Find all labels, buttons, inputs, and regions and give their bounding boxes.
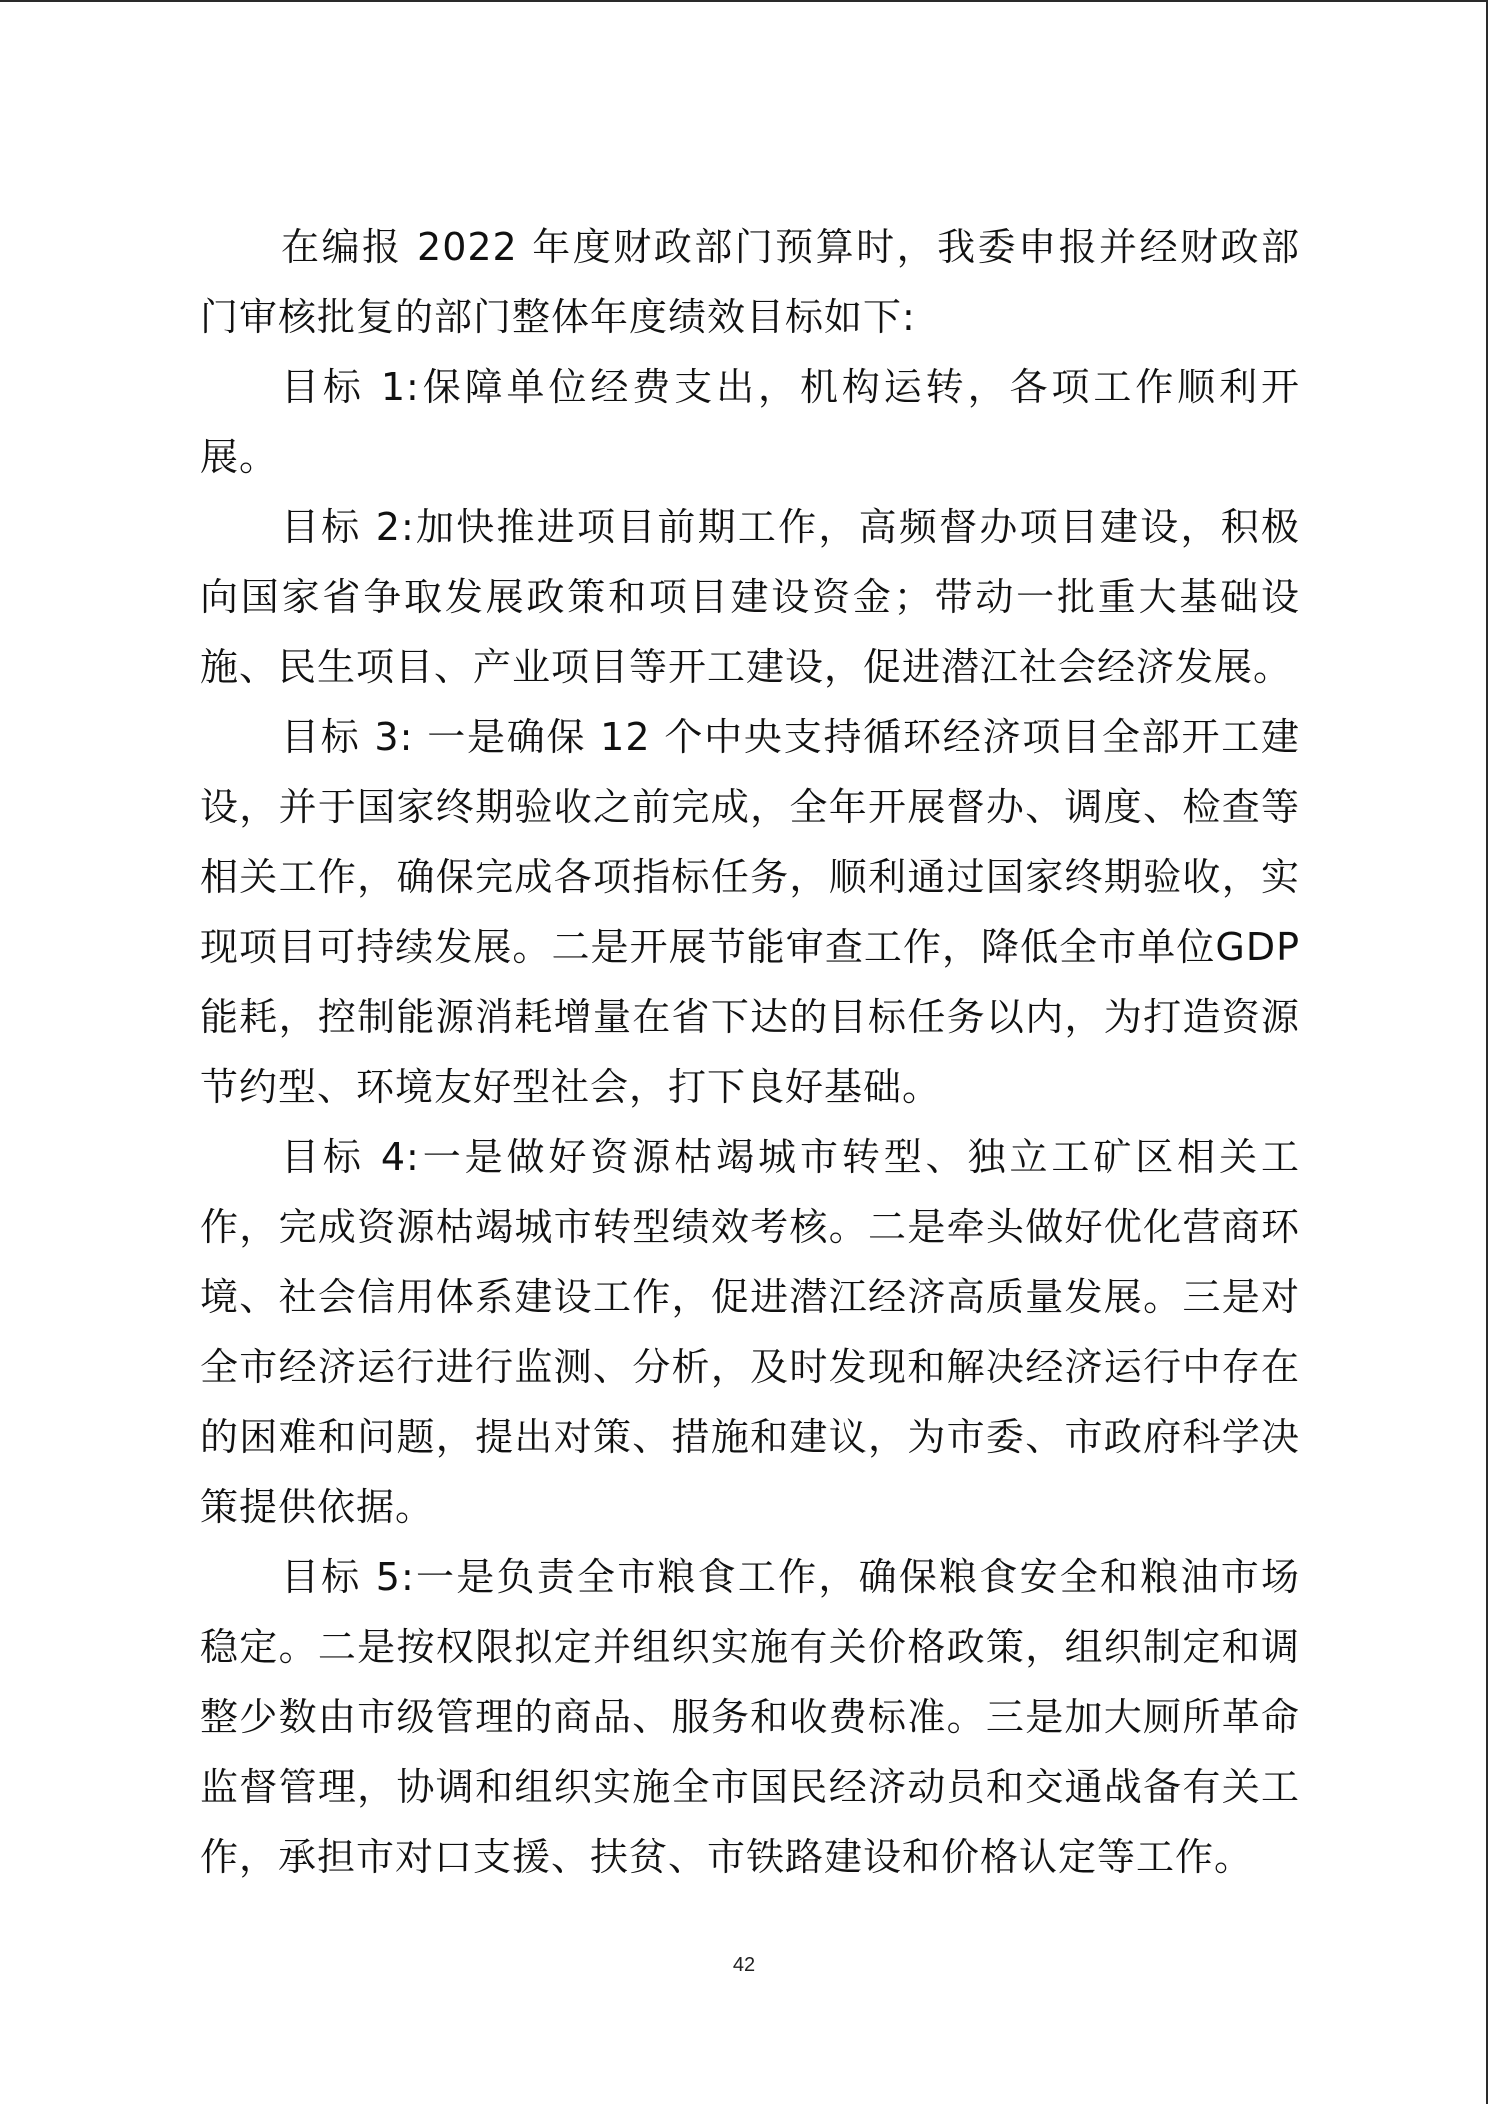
document-body — [200, 212, 1300, 1892]
goal-2-paragraph: 目标 2:加快推进项目前期工作，高频督办项目建设，积极向国家省争取发展政策和项目建设资金；带动一批重大基础设施、民生项目、产业项目等开工建设，促进潜江社会经济发展。 — [200, 505, 1300, 689]
intro-paragraph: 在编报 2022 年度财政部门预算时，我委申报并经财政部门审核批复的部门整体年度绩效目标如下: — [200, 225, 1300, 339]
goal-3-paragraph: 目标 3: 一是确保 12 个中央支持循环经济项目全部开工建设，并于国家终期验收之前完成，全年开展督办、调度、检查等相关工作，确保完成各项指标任务，顺利通过国家终期验收，实现项目可持续发展。二是开展节能审查工作，降低全市单位GDP 能耗，控制能源消耗增量在省下达的目标任务以内，为打造资源节约型、环境友好型社会，打下良好基础。 — [200, 715, 1300, 1109]
page-border-top — [0, 0, 1488, 2]
goal-4-paragraph: 目标 4:一是做好资源枯竭城市转型、独立工矿区相关工作，完成资源枯竭城市转型绩效考核。二是牵头做好优化营商环境、社会信用体系建设工作，促进潜江经济高质量发展。三是对全市经济运行进行监测、分析，及时发现和解决经济运行中存在的困难和问题，提出对策、措施和建议，为市委、市政府科学决策提供依据。 — [200, 1135, 1300, 1529]
goal-1-paragraph: 目标 1:保障单位经费支出，机构运转，各项工作顺利开展。 — [200, 365, 1300, 479]
page-number: 42 — [732, 1954, 756, 1976]
goal-5-paragraph: 目标 5:一是负责全市粮食工作，确保粮食安全和粮油市场稳定。二是按权限拟定并组织实施有关价格政策，组织制定和调整少数由市级管理的商品、服务和收费标准。三是加大厕所革命监督管理，协调和组织实施全市国民经济动员和交通战备有关工作，承担市对口支援、扶贫、市铁路建设和价格认定等工作。 — [200, 1555, 1300, 1879]
